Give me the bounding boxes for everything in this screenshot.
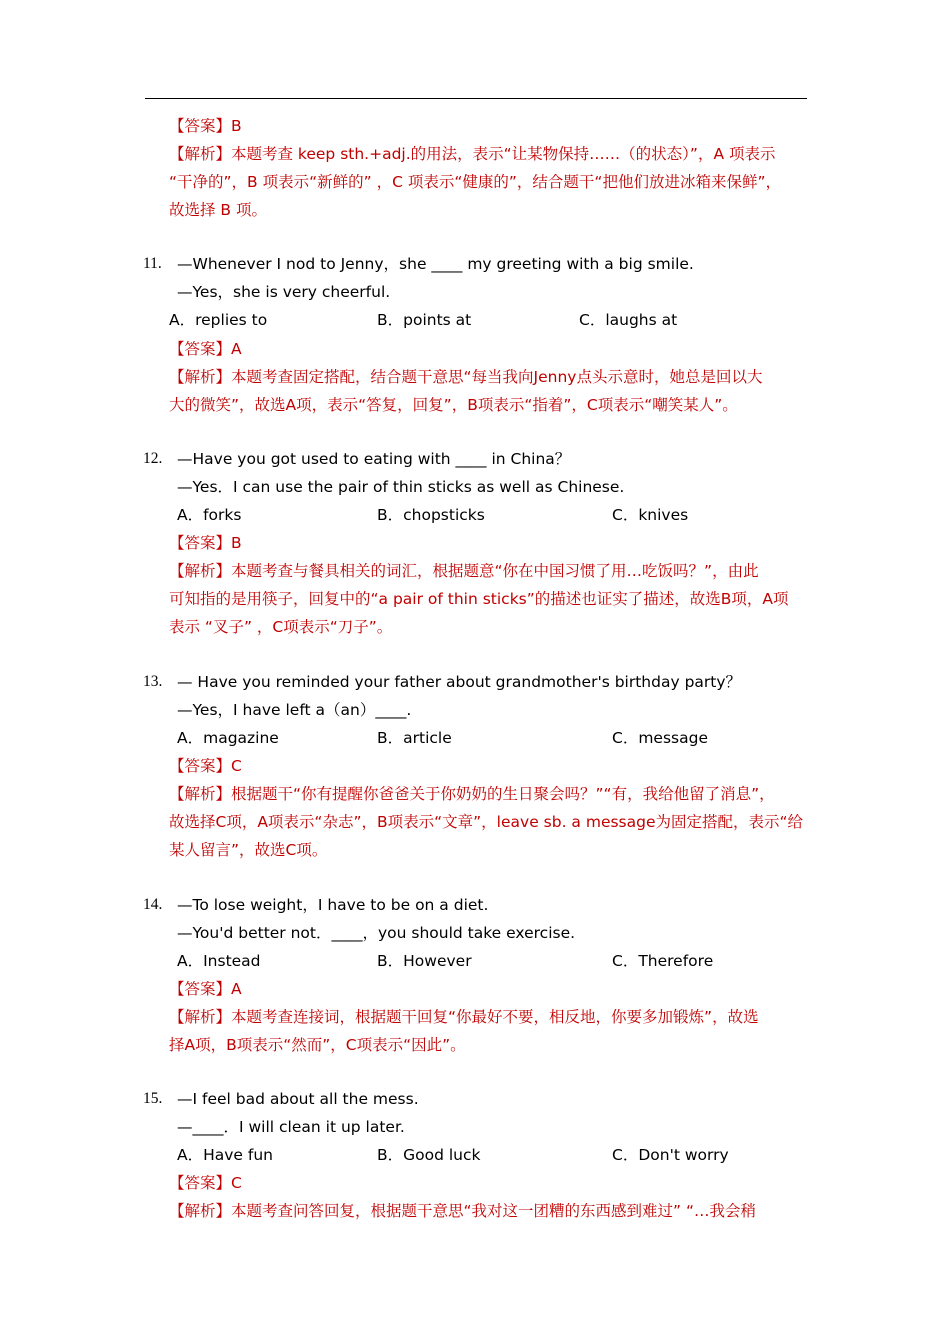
explain-line: 某人留言”，故选C项。 <box>169 841 328 859</box>
question-line: —To lose weight，I have to be on a diet. <box>177 896 489 914</box>
question-line: —You'd better not．____，you should take exercise. <box>177 924 576 942</box>
explain-line: 择A项，B项表示“然而”，C项表示“因此”。 <box>169 1036 466 1054</box>
explain-line: 表示 “叉子” ，C项表示“刀子”。 <box>169 618 393 636</box>
option-c: C．Don't worry <box>612 1146 729 1164</box>
option-b: B．article <box>377 729 452 747</box>
explain-line: 【解析】本题考查问答回复，根据题干意思“我对这一团糟的东西感到难过” “…我会稍 <box>169 1202 757 1220</box>
question-line: —Whenever I nod to Jenny，she ____ my greeting with a big smile. <box>177 255 694 273</box>
explain-line: 【解析】本题考查固定搭配，结合题干意思“每当我向Jenny点头示意时，她总是回以大 <box>169 368 763 386</box>
option-a: A．Have fun <box>177 1146 273 1164</box>
question-line: —Have you got used to eating with ____ in China？ <box>177 450 571 468</box>
question-line: — Have you reminded your father about grandmother's birthday party？ <box>177 673 742 691</box>
option-a: A．Instead <box>177 952 261 970</box>
answer-line: 【答案】A <box>169 980 242 998</box>
question-number: 11. <box>143 255 162 272</box>
option-a: A．replies to <box>169 311 268 329</box>
question-line: —Yes．I can use the pair of thin sticks as well as Chinese. <box>177 478 625 496</box>
q10-answer: 【答案】B <box>169 117 242 135</box>
q10-explain-line: 【解析】本题考查 keep sth.+adj.的用法，表示“让某物保持……（的状态）”，A 项表示 <box>169 145 776 163</box>
option-b: B．points at <box>377 311 472 329</box>
explain-line: 【解析】本题考查连接词，根据题干回复“你最好不要，相反地，你要多加锻炼”，故选 <box>169 1008 759 1026</box>
question-line: —____．I will clean it up later. <box>177 1118 405 1136</box>
question-number: 14. <box>143 896 163 913</box>
q10-explain-line: 故选择 B 项。 <box>169 201 267 219</box>
question-line: —Yes，she is very cheerful. <box>177 283 391 301</box>
answer-line: 【答案】C <box>169 1174 242 1192</box>
option-a: A．magazine <box>177 729 279 747</box>
option-b: B．However <box>377 952 472 970</box>
answer-line: 【答案】A <box>169 340 242 358</box>
explain-line: 可知指的是用筷子，回复中的“a pair of thin sticks”的描述也证实了描述，故选B项，A项 <box>169 590 789 608</box>
option-c: C．laughs at <box>579 311 678 329</box>
question-line: —Yes，I have left a（an）____. <box>177 701 412 719</box>
option-b: B．chopsticks <box>377 506 485 524</box>
explain-line: 【解析】本题考查与餐具相关的词汇，根据题意“你在中国习惯了用…吃饭吗？”，由此 <box>169 562 759 580</box>
option-c: C．message <box>612 729 708 747</box>
answer-line: 【答案】C <box>169 757 242 775</box>
answer-line: 【答案】B <box>169 534 242 552</box>
option-c: C．knives <box>612 506 689 524</box>
question-number: 13. <box>143 673 163 690</box>
option-b: B．Good luck <box>377 1146 481 1164</box>
explain-line: 【解析】根据题干“你有提醒你爸爸关于你奶奶的生日聚会吗？”“有，我给他留了消息”， <box>169 785 775 803</box>
question-number: 15. <box>143 1090 163 1107</box>
explain-line: 故选择C项，A项表示“杂志”，B项表示“文章”，leave sb. a message为固定搭配，表示“给 <box>169 813 804 831</box>
option-a: A．forks <box>177 506 242 524</box>
q10-explain-line: “干净的”，B 项表示“新鲜的” ，C 项表示“健康的”，结合题干“把他们放进冰箱来保鲜”， <box>169 173 781 191</box>
question-line: —I feel bad about all the mess. <box>177 1090 419 1108</box>
option-c: C．Therefore <box>612 952 714 970</box>
question-number: 12. <box>143 450 163 467</box>
explain-line: 大的微笑”，故选A项，表示“答复，回复”，B项表示“指着”，C项表示“嘲笑某人”。 <box>169 396 738 414</box>
